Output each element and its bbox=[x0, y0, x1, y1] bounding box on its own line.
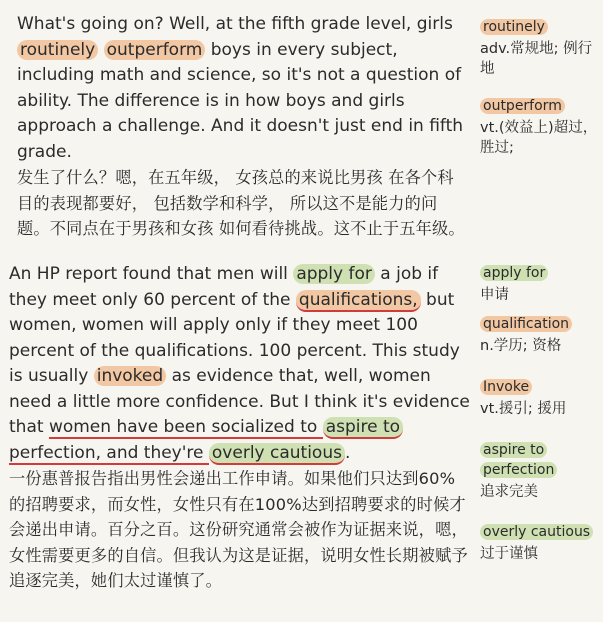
text-run bbox=[98, 40, 103, 60]
text-run: boys in every subject, including math and science, so it's not a question of ability. The difference is in how boys and girls approach a challenge. And it doesn't just end in fifth grade. bbox=[17, 39, 464, 162]
paragraph-2 bbox=[9, 262, 471, 594]
glossary-definition: vt.援引; 援用 bbox=[480, 401, 567, 417]
glossary-term: aspire to perfection bbox=[480, 442, 557, 478]
glossary-term: qualification bbox=[480, 316, 572, 332]
text-run: An HP report found that men will bbox=[9, 264, 294, 284]
glossary-term: apply for bbox=[480, 265, 548, 281]
glossary-entry bbox=[480, 377, 600, 419]
glossary-entry bbox=[480, 17, 600, 79]
glossary-term: routinely bbox=[480, 19, 548, 35]
glossary-definition: n.学历; 资格 bbox=[480, 338, 562, 354]
text-run: What's going on? Well, at the fifth grade level, girls bbox=[17, 14, 453, 34]
glossary-entry bbox=[480, 522, 602, 564]
paragraph-1 bbox=[17, 12, 467, 242]
highlighted-term: aspire to bbox=[323, 417, 403, 439]
highlighted-term: invoked bbox=[94, 366, 166, 386]
paragraph-2-english bbox=[9, 262, 471, 466]
text-run: as evidence that, well, women need a little more confidence. But I think it's evidence that bbox=[9, 366, 470, 437]
highlighted-term: qualifications, bbox=[296, 290, 421, 312]
glossary-definition: 申请 bbox=[480, 287, 509, 303]
paragraph-1-english bbox=[17, 12, 467, 165]
highlighted-term: apply for bbox=[293, 264, 375, 284]
glossary-term: Invoke bbox=[480, 379, 532, 395]
glossary-definition: vt.(效益上)超过，胜过; bbox=[480, 120, 598, 156]
underlined-text: women have been socialized to bbox=[48, 417, 323, 437]
highlighted-term: routinely bbox=[17, 40, 98, 60]
glossary-entry bbox=[480, 96, 600, 158]
glossary-entry bbox=[480, 440, 562, 502]
underlined-text: perfection, and they're bbox=[9, 442, 209, 463]
glossary-entry bbox=[480, 314, 600, 356]
glossary-definition: 追求完美 bbox=[480, 484, 538, 500]
text-run: . bbox=[344, 442, 351, 463]
glossary-term: overly cautious bbox=[480, 524, 593, 540]
glossary-definition: 过于谨慎 bbox=[480, 546, 538, 562]
glossary-entry bbox=[480, 263, 600, 305]
text-run: a job if they meet only 60 percent of the bbox=[9, 264, 439, 310]
paragraph-1-chinese: 发生了什么？嗯，在五年级， 女孩总的来说比男孩 在各个科目的表现都要好， 包括数学和科学， 所以这不是能力的问题。不同点在于男孩和女孩 如何看待挑战。这不止于五年级。 bbox=[17, 168, 465, 238]
text-run: but women, women will apply only if they meet 100 percent of the qualifications. 100 percent. This study is usually bbox=[9, 289, 460, 386]
glossary-definition: adv.常规地; 例行地 bbox=[480, 41, 593, 77]
glossary-term: outperform bbox=[480, 98, 565, 114]
highlighted-term: outperform bbox=[104, 40, 206, 60]
paragraph-2-chinese: 一份惠普报告指出男性会递出工作申请。如果他们只达到60%的招聘要求，而女性，女性只有在100%达到招聘要求的时候才会递出申请。百分之百。这份研究通常会被作为证据来说，嗯，女性需要更多的自信。但我认为这是证据，说明女性长期被赋予追逐完美，她们太过谨慎了。 bbox=[9, 469, 468, 590]
highlighted-term: overly cautious bbox=[209, 443, 345, 465]
